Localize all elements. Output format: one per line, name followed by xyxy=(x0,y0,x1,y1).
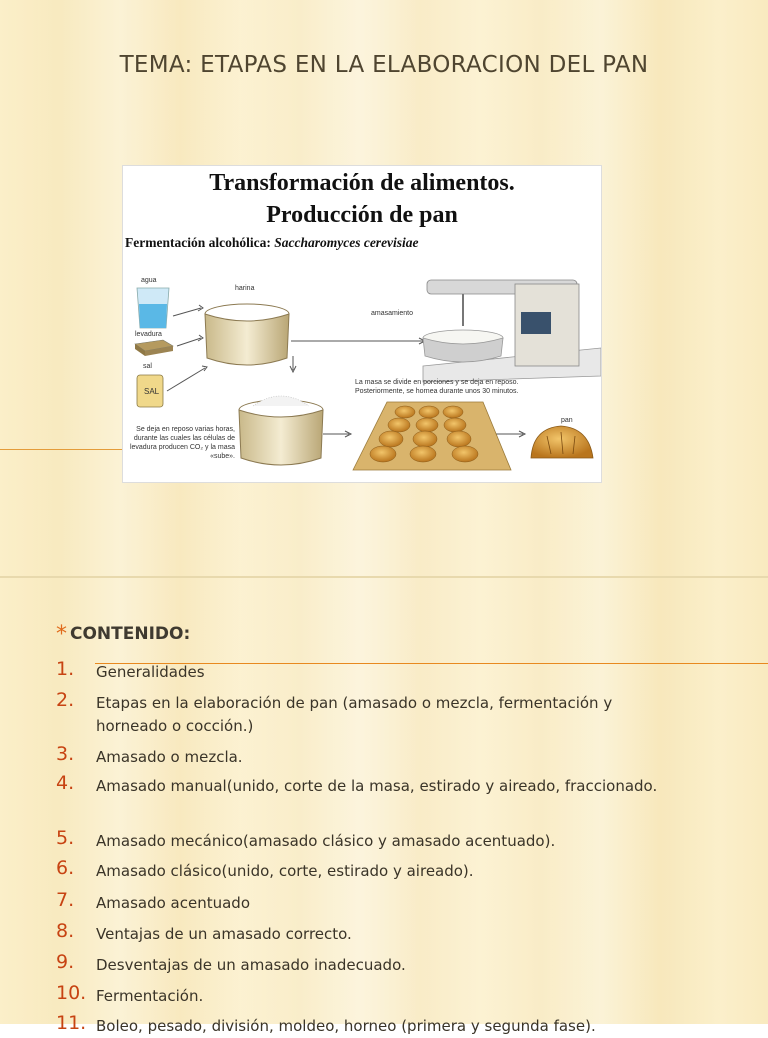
label-amasamiento: amasamiento xyxy=(371,310,414,317)
label-levadura: levadura xyxy=(135,331,162,338)
fermenting-bowl-icon xyxy=(239,396,323,465)
label-agua: agua xyxy=(141,277,157,284)
page-title: TEMA: ETAPAS EN LA ELABORACION DEL PAN xyxy=(119,52,649,78)
label-pan: pan xyxy=(561,417,573,424)
decorative-line xyxy=(0,449,123,450)
label-sal-bag: SAL xyxy=(144,387,160,396)
note-reposo: Se deja en reposo varias horas, durante las cuales las células de levadura producen CO₂ y la masa «sube». xyxy=(129,426,235,460)
figure-heading-line2: Producción de pan xyxy=(266,202,458,228)
yeast-block-icon xyxy=(135,340,173,356)
bread-loaf-icon xyxy=(531,426,593,458)
bread-production-figure xyxy=(123,166,601,482)
bun-tray-icon xyxy=(353,402,511,470)
label-harina: harina xyxy=(235,285,255,292)
figure-heading-line1: Transformación de alimentos. xyxy=(209,170,515,196)
label-sal: sal xyxy=(143,363,152,370)
water-glass-icon xyxy=(137,288,169,328)
figure-subtitle: Fermentación alcohólica: Saccharomyces cerevisiae xyxy=(125,235,419,250)
contents-heading: * CONTENIDO: xyxy=(56,622,191,647)
note-porciones: La masa se divide en porciones y se deja en reposo. Posteriormente, se hornea durante unos 30 minutos. xyxy=(355,379,519,395)
asterisk-bullet-icon: * xyxy=(56,622,67,647)
mixer-machine-icon xyxy=(423,280,601,382)
flour-bowl-icon xyxy=(205,304,289,365)
